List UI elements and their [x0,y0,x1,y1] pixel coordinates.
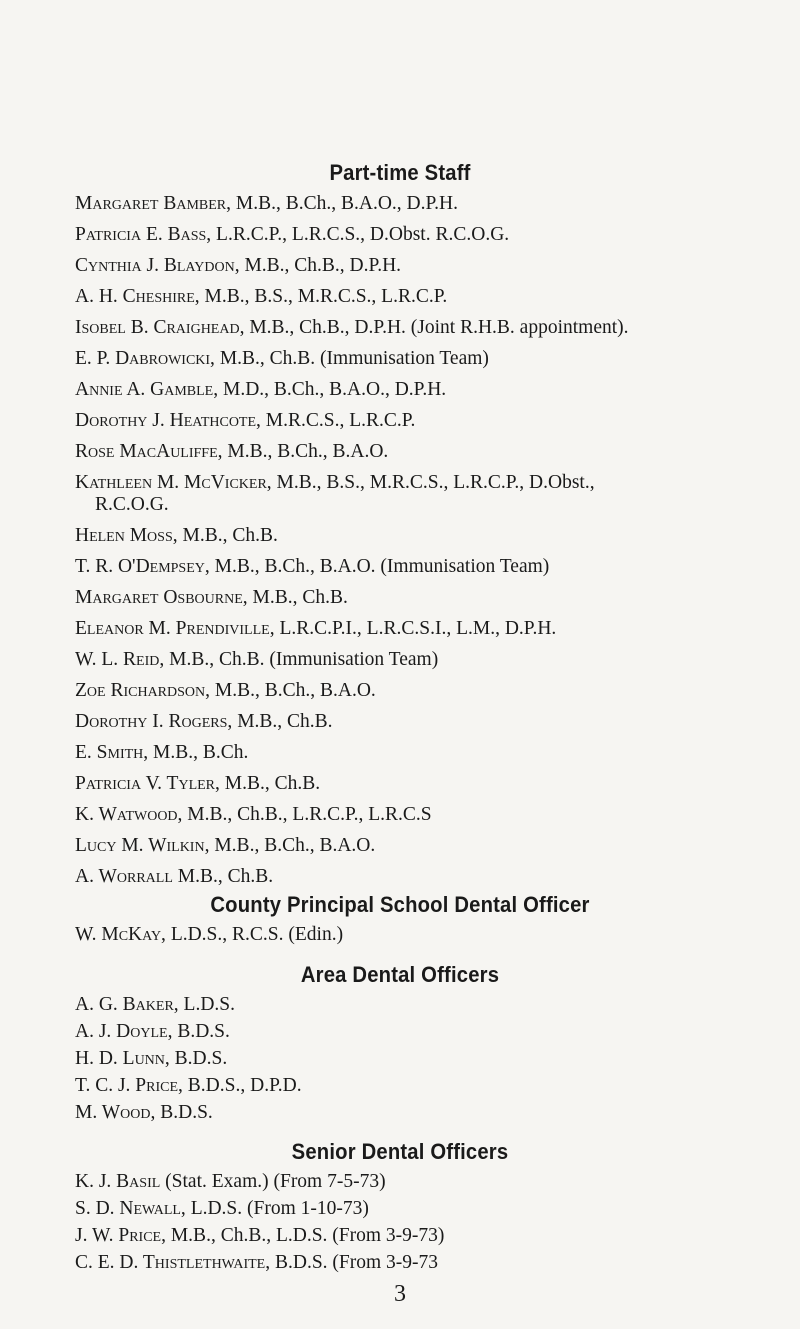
staff-qualifications: M.B., B.Ch., B.A.O. [210,680,376,701]
section-heading-area-dental: Area Dental Officers [300,962,500,987]
staff-qualifications: M.D., B.Ch., B.A.O., D.P.H. [218,379,447,400]
staff-qualifications: M.B., B.S., M.R.C.S., L.R.C.P., D.Obst., [271,472,595,493]
section-heading-part-time-staff: Part-time Staff [329,160,471,185]
staff-qualifications: B.D.S., D.P.D. [182,1075,302,1096]
staff-entry [75,439,775,465]
staff-name: M. Wood, [75,1102,156,1123]
staff-qualifications: M.B., Ch.B. [219,773,321,794]
staff-entry [75,408,775,434]
staff-entry [75,678,775,704]
staff-name: Helen Moss, [75,525,178,546]
staff-name: K. Watwood, [75,804,183,825]
staff-qualifications: M.B., B.Ch. [148,742,249,763]
staff-name: W. McKay, [75,924,166,945]
staff-entry [75,191,775,217]
staff-entry [75,346,775,372]
staff-name: E. Smith, [75,742,149,763]
staff-entry [75,802,775,828]
staff-qualifications: M.B., Ch.B. [172,866,274,887]
staff-qualifications: L.R.C.P.I., L.R.C.S.I., L.M., D.P.H. [274,618,557,639]
staff-entry [75,771,775,797]
staff-name: Cynthia J. Blaydon, [75,255,240,276]
staff-qualifications: M.B., Ch.B., D.P.H. (Joint R.H.B. appointment). [244,317,629,338]
staff-entry [75,554,775,580]
staff-qualifications: M.B., B.Ch., B.A.O. [222,441,389,462]
staff-name: J. W. Price, [75,1225,166,1246]
staff-entry [75,1019,775,1045]
staff-entry-continuation: R.C.O.G. [95,494,169,515]
staff-entry [75,922,775,948]
staff-entry [75,647,775,673]
staff-name: Rose MacAuliffe, [75,441,223,462]
staff-entry [75,1223,775,1249]
staff-entry [75,253,775,279]
staff-name: T. R. O'Dempsey, [75,556,210,577]
section-heading-senior-dental: Senior Dental Officers [291,1139,509,1164]
staff-qualifications: L.R.C.P., L.R.C.S., D.Obst. R.C.O.G. [211,224,510,245]
staff-name: Margaret Osbourne, [75,587,248,608]
staff-name: C. E. D. Thistlethwaite, [75,1252,271,1273]
staff-qualifications: B.D.S. (From 3-9-73 [270,1252,439,1273]
staff-qualifications: M.B., B.S., M.R.C.S., L.R.C.P. [199,286,448,307]
staff-name: Patricia E. Bass, [75,224,212,245]
staff-name: Dorothy I. Rogers, [75,711,233,732]
staff-name: Dorothy J. Heathcote, [75,410,261,431]
section-heading-county-principal: County Principal School Dental Officer [210,892,590,917]
staff-qualifications: L.D.S. [178,994,235,1015]
staff-name: S. D. Newall, [75,1198,186,1219]
staff-qualifications: M.R.C.S., L.R.C.P. [260,410,416,431]
staff-qualifications: (Stat. Exam.) (From 7-5-73) [160,1171,386,1192]
staff-qualifications: M.B., Ch.B., L.D.S. (From 3-9-73) [165,1225,445,1246]
staff-entry [75,709,775,735]
staff-name: Annie A. Gamble, [75,379,219,400]
staff-name: E. P. Dabrowicki, [75,348,215,369]
staff-entry [75,222,775,248]
staff-qualifications: M.B., Ch.B. [232,711,333,732]
staff-name: Lucy M. Wilkin, [75,835,210,856]
staff-qualifications: M.B., Ch.B. [177,525,278,546]
staff-entry [75,992,775,1018]
staff-entry [75,1250,775,1276]
staff-name: Margaret Bamber, [75,193,231,214]
staff-qualifications: L.D.S. (From 1-10-73) [185,1198,369,1219]
staff-qualifications: M.B., B.Ch., B.A.O. (Immunisation Team) [209,556,550,577]
staff-entry [75,864,775,890]
staff-entry [75,1046,775,1072]
staff-entry [75,585,775,611]
staff-qualifications: L.D.S., R.C.S. (Edin.) [165,924,344,945]
staff-qualifications: M.B., B.Ch., B.A.O. [209,835,376,856]
staff-entry [75,284,775,310]
staff-name: Patricia V. Tyler, [75,773,220,794]
staff-name: A. Worrall [75,866,173,887]
staff-name: H. D. Lunn, [75,1048,170,1069]
staff-qualifications: M.B., Ch.B. (Immunisation Team) [164,649,439,670]
staff-entry [75,1169,775,1195]
staff-entry [75,740,775,766]
staff-qualifications: B.D.S. [155,1102,213,1123]
staff-entry [75,377,775,403]
staff-name: T. C. J. Price, [75,1075,183,1096]
staff-qualifications: M.B., Ch.B. (Immunisation Team) [214,348,489,369]
staff-name: Kathleen M. McVicker, [75,472,272,493]
staff-name: A. H. Cheshire, [75,286,200,307]
staff-qualifications: M.B., Ch.B., L.R.C.P., L.R.C.S [182,804,432,825]
staff-entry [75,1100,775,1126]
staff-entry [75,616,775,642]
staff-entry [75,523,775,549]
staff-qualifications: M.B., Ch.B. [247,587,348,608]
staff-qualifications: B.D.S. [172,1021,230,1042]
staff-name: Isobel B. Craighead, [75,317,245,338]
staff-entry [75,315,775,341]
staff-name: K. J. Basil [75,1171,161,1192]
page-number: 3 [394,1281,406,1307]
staff-name: Eleanor M. Prendiville, [75,618,275,639]
staff-name: A. G. Baker, [75,994,179,1015]
staff-qualifications: B.D.S. [169,1048,228,1069]
staff-name: W. L. Reid, [75,649,165,670]
staff-entry [75,1073,775,1099]
staff-qualifications: M.B., Ch.B., D.P.H. [239,255,402,276]
staff-entry [75,833,775,859]
staff-qualifications: M.B., B.Ch., B.A.O., D.P.H. [231,193,459,214]
staff-name: Zoe Richardson, [75,680,211,701]
staff-entry [75,1196,775,1222]
staff-name: A. J. Doyle, [75,1021,173,1042]
